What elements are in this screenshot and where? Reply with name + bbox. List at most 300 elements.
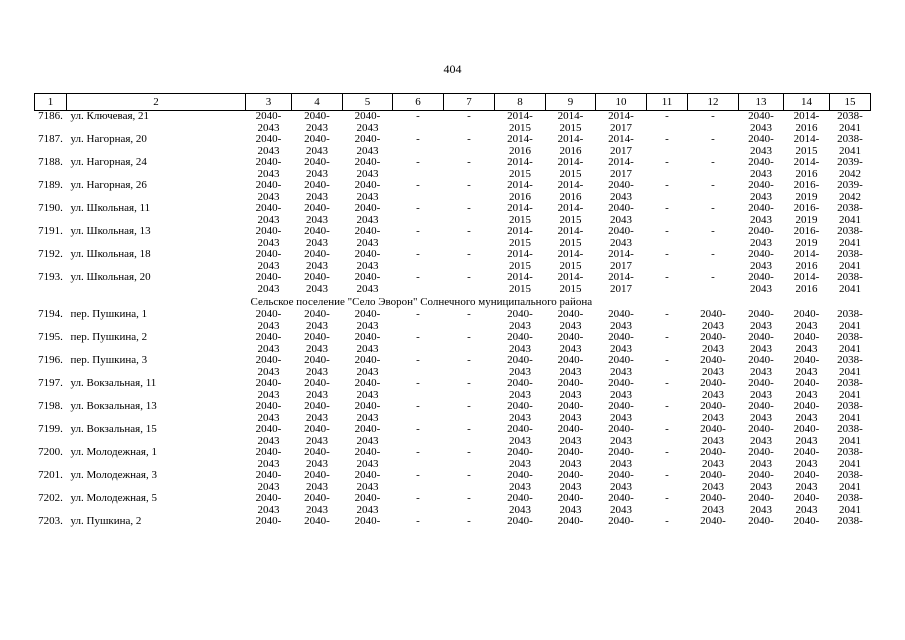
period-cell: - — [416, 225, 420, 237]
table-row — [35, 447, 871, 470]
column-header: 11 — [647, 94, 688, 111]
table-row — [35, 249, 871, 272]
period-cell: 2040- 2043 — [748, 248, 774, 272]
period-cell: 2040- 2043 — [255, 423, 282, 447]
period-cell: 2040- 2043 — [354, 133, 381, 157]
period-cell: 2040- 2043 — [304, 248, 330, 272]
row-number: 7200. — [38, 446, 63, 458]
period-cell: 2014- 2017 — [608, 133, 634, 157]
period-cell: 2040- 2043 — [700, 377, 726, 401]
period-cell: 2040- 2043 — [304, 110, 330, 134]
period-cell: 2014- 2017 — [608, 156, 634, 180]
period-cell: 2040- 2043 — [557, 446, 584, 470]
period-cell: 2040- 2043 — [255, 248, 282, 272]
row-number: 7201. — [38, 469, 63, 481]
period-cell: 2040- 2043 — [748, 202, 774, 226]
period-cell: 2040- 2043 — [608, 308, 634, 332]
period-cell: 2040- 2043 — [748, 156, 774, 180]
period-cell: 2040- 2043 — [354, 469, 381, 493]
period-cell: 2040- 2043 — [748, 377, 774, 401]
period-cell: 2038- 2041 — [837, 377, 863, 401]
period-cell: 2040- 2043 — [507, 446, 533, 470]
table-row — [35, 157, 871, 180]
period-cell: 2014- 2015 — [507, 202, 533, 226]
period-cell: 2040- 2043 — [748, 179, 774, 203]
period-cell: 2038- — [837, 515, 863, 527]
row-number: 7197. — [38, 377, 63, 389]
period-cell: 2038- 2041 — [837, 225, 863, 249]
row-number: 7198. — [38, 400, 63, 412]
period-cell: - — [665, 110, 669, 122]
period-cell: - — [665, 225, 669, 237]
period-cell: 2040- 2043 — [793, 446, 820, 470]
period-cell: - — [416, 202, 420, 214]
table-row — [35, 424, 871, 447]
period-cell: 2040- 2043 — [793, 492, 820, 516]
period-cell: 2040- 2043 — [304, 377, 330, 401]
row-number: 7190. — [38, 202, 63, 214]
period-cell: 2040- 2043 — [793, 469, 820, 493]
column-header: 7 — [444, 94, 495, 111]
period-cell: 2040- 2043 — [304, 133, 330, 157]
period-cell: - — [665, 400, 669, 412]
period-cell: 2040- 2043 — [304, 308, 330, 332]
period-cell: 2040- 2043 — [304, 179, 330, 203]
section-title: Сельское поселение "Село Эворон" Солнечного муниципального района — [250, 296, 593, 308]
address-cell: ул. Школьная, 20 — [70, 271, 151, 283]
period-cell: 2014- 2015 — [507, 248, 533, 272]
period-cell: 2040- 2043 — [255, 446, 282, 470]
table-row — [35, 401, 871, 424]
column-header: 3 — [246, 94, 292, 111]
period-cell: 2040- 2043 — [748, 446, 774, 470]
period-cell: 2040- 2043 — [793, 331, 820, 355]
period-cell: - — [665, 156, 669, 168]
period-cell: - — [416, 156, 420, 168]
period-cell: 2040- 2043 — [354, 156, 381, 180]
period-cell: 2040- 2043 — [700, 469, 726, 493]
period-cell: 2040- 2043 — [354, 308, 381, 332]
row-number: 7186. — [38, 110, 63, 122]
table-row — [35, 332, 871, 355]
period-cell: - — [467, 446, 471, 458]
period-cell: - — [665, 492, 669, 504]
period-cell: 2040- 2043 — [255, 202, 282, 226]
period-cell: 2040- 2043 — [255, 156, 282, 180]
table-row — [35, 355, 871, 378]
period-cell: 2014- 2017 — [608, 110, 634, 134]
column-header: 15 — [830, 94, 871, 111]
period-cell: - — [467, 400, 471, 412]
address-cell: ул. Вокзальная, 11 — [70, 377, 157, 389]
address-cell: ул. Вокзальная, 13 — [70, 400, 157, 412]
column-header: 9 — [546, 94, 596, 111]
period-cell: 2014- 2016 — [507, 179, 533, 203]
period-cell: 2014- 2017 — [608, 248, 634, 272]
period-cell: 2040- 2043 — [748, 133, 774, 157]
period-cell: - — [467, 156, 471, 168]
period-cell: 2040- 2043 — [507, 469, 533, 493]
period-cell: 2040- 2043 — [748, 225, 774, 249]
row-number: 7194. — [38, 308, 63, 320]
period-cell: 2040- 2043 — [557, 354, 584, 378]
period-cell: 2040- 2043 — [354, 271, 381, 295]
period-cell: 2014- 2017 — [608, 271, 634, 295]
period-cell: 2040- 2043 — [304, 202, 330, 226]
period-cell: - — [416, 271, 420, 283]
period-cell: - — [416, 308, 420, 320]
period-cell: 2014- 2015 — [507, 110, 533, 134]
period-cell: 2038- 2041 — [837, 331, 863, 355]
period-cell: 2040- 2043 — [255, 400, 282, 424]
period-cell: 2040- 2043 — [700, 446, 726, 470]
page-number: 404 — [443, 62, 462, 76]
period-cell: 2040- 2043 — [304, 354, 330, 378]
address-cell: ул. Молодежная, 5 — [70, 492, 157, 504]
period-cell: - — [665, 446, 669, 458]
period-cell: 2040- 2043 — [608, 331, 634, 355]
period-cell: 2040- 2043 — [608, 423, 634, 447]
period-cell: 2040- 2043 — [354, 225, 381, 249]
column-header: 5 — [343, 94, 393, 111]
period-cell: 2040- 2043 — [304, 331, 330, 355]
period-cell: 2040- 2043 — [507, 354, 533, 378]
period-cell: 2040- 2043 — [557, 308, 584, 332]
period-cell: 2040- 2043 — [557, 469, 584, 493]
period-cell: 2040- 2043 — [793, 308, 820, 332]
period-cell: 2040- 2043 — [354, 492, 381, 516]
period-cell: 2040- 2043 — [557, 331, 584, 355]
period-cell: 2040- 2043 — [304, 400, 330, 424]
period-cell: - — [467, 202, 471, 214]
period-cell: 2040- 2043 — [304, 446, 330, 470]
period-cell: 2040- 2043 — [304, 225, 330, 249]
period-cell: - — [711, 202, 715, 214]
period-cell: 2014- 2015 — [507, 156, 533, 180]
period-cell: 2040- — [608, 515, 634, 527]
period-cell: 2040- 2043 — [354, 423, 381, 447]
period-cell: 2040- 2043 — [354, 202, 381, 226]
table-row — [35, 111, 871, 135]
table-row — [35, 272, 871, 295]
period-cell: 2014- 2016 — [793, 110, 820, 134]
period-cell: 2038- 2041 — [837, 271, 863, 295]
period-cell: 2040- 2043 — [700, 308, 726, 332]
period-cell: - — [467, 354, 471, 366]
period-cell: 2040- 2043 — [748, 492, 774, 516]
row-number: 7187. — [38, 133, 63, 145]
address-cell: пер. Пушкина, 3 — [70, 354, 148, 366]
period-cell: 2014- 2015 — [557, 271, 584, 295]
address-cell: пер. Пушкина, 2 — [70, 331, 148, 343]
period-cell: - — [665, 133, 669, 145]
period-cell: 2040- 2043 — [557, 423, 584, 447]
period-cell: 2040- 2043 — [748, 354, 774, 378]
schedule-table — [34, 93, 871, 529]
column-header: 2 — [67, 94, 246, 111]
period-cell: 2040- 2043 — [557, 400, 584, 424]
period-cell: 2040- 2043 — [748, 331, 774, 355]
period-cell: - — [665, 248, 669, 260]
period-cell: 2038- 2041 — [837, 133, 863, 157]
period-cell: 2014- 2016 — [557, 133, 584, 157]
period-cell: 2040- 2043 — [793, 354, 820, 378]
period-cell: 2040- 2043 — [793, 423, 820, 447]
period-cell: 2040- 2043 — [304, 156, 330, 180]
column-header: 10 — [596, 94, 647, 111]
period-cell: 2040- 2043 — [304, 469, 330, 493]
period-cell: - — [711, 225, 715, 237]
section-body — [35, 295, 871, 309]
period-cell: 2038- 2041 — [837, 202, 863, 226]
period-cell: - — [665, 377, 669, 389]
period-cell: - — [665, 308, 669, 320]
table-row — [35, 470, 871, 493]
period-cell: 2039- 2042 — [837, 179, 863, 203]
table-row — [35, 516, 871, 529]
address-cell: ул. Нагорная, 26 — [70, 179, 147, 191]
period-cell: - — [467, 308, 471, 320]
period-cell: 2040- 2043 — [700, 354, 726, 378]
period-cell: - — [416, 179, 420, 191]
period-cell: - — [416, 469, 420, 481]
period-cell: 2040- 2043 — [700, 400, 726, 424]
row-number: 7195. — [38, 331, 63, 343]
period-cell: 2040- 2043 — [354, 248, 381, 272]
table-row — [35, 309, 871, 332]
period-cell: - — [711, 133, 715, 145]
period-cell: - — [467, 331, 471, 343]
period-cell: - — [711, 110, 715, 122]
period-cell: 2040- 2043 — [354, 110, 381, 134]
period-cell: 2014- 2015 — [557, 248, 584, 272]
period-cell: 2040- 2043 — [793, 377, 820, 401]
period-cell: 2040- 2043 — [304, 492, 330, 516]
period-cell: 2038- 2041 — [837, 423, 863, 447]
period-cell: 2040- 2043 — [255, 354, 282, 378]
period-cell: 2040- 2043 — [507, 423, 533, 447]
period-cell: - — [711, 248, 715, 260]
section-row — [35, 295, 871, 309]
period-cell: - — [467, 248, 471, 260]
period-cell: 2014- 2015 — [507, 271, 533, 295]
period-cell: 2040- 2043 — [255, 133, 282, 157]
period-cell: - — [416, 423, 420, 435]
period-cell: - — [467, 469, 471, 481]
address-cell: ул. Молодежная, 1 — [70, 446, 157, 458]
period-cell: 2038- 2041 — [837, 400, 863, 424]
period-cell: - — [711, 179, 715, 191]
period-cell: - — [416, 331, 420, 343]
header-row — [35, 94, 871, 111]
period-cell: - — [416, 492, 420, 504]
period-cell: 2014- 2015 — [557, 225, 584, 249]
period-cell: - — [416, 133, 420, 145]
period-cell: 2040- 2043 — [748, 400, 774, 424]
period-cell: 2040- 2043 — [748, 423, 774, 447]
row-number: 7188. — [38, 156, 63, 168]
period-cell: - — [467, 492, 471, 504]
column-header: 6 — [393, 94, 444, 111]
address-cell: ул. Нагорная, 24 — [70, 156, 147, 168]
period-cell: 2040- 2043 — [608, 179, 634, 203]
period-cell: 2040- 2043 — [354, 179, 381, 203]
table-row — [35, 493, 871, 516]
period-cell: 2014- 2015 — [557, 156, 584, 180]
period-cell: 2040- 2043 — [255, 110, 282, 134]
row-number: 7202. — [38, 492, 63, 504]
period-cell: 2040- 2043 — [748, 271, 774, 295]
period-cell: 2014- 2015 — [557, 202, 584, 226]
column-header: 1 — [35, 94, 67, 111]
address-cell: ул. Школьная, 11 — [70, 202, 151, 214]
period-cell: - — [416, 446, 420, 458]
period-cell: - — [467, 271, 471, 283]
column-header: 4 — [292, 94, 343, 111]
period-cell: 2040- 2043 — [608, 400, 634, 424]
table-body-b — [35, 309, 871, 529]
period-cell: 2040- 2043 — [608, 492, 634, 516]
column-header: 13 — [739, 94, 784, 111]
period-cell: 2040- 2043 — [608, 354, 634, 378]
period-cell: 2040- 2043 — [255, 469, 282, 493]
period-cell: 2040- 2043 — [507, 492, 533, 516]
row-number: 7191. — [38, 225, 63, 237]
period-cell: 2014- 2015 — [793, 133, 820, 157]
period-cell: 2040- — [255, 515, 282, 527]
row-number: 7199. — [38, 423, 63, 435]
period-cell: 2014- 2016 — [793, 156, 820, 180]
period-cell: 2040- 2043 — [304, 423, 330, 447]
address-cell: ул. Школьная, 13 — [70, 225, 151, 237]
period-cell: 2038- 2041 — [837, 469, 863, 493]
period-cell: 2014- 2015 — [557, 110, 584, 134]
period-cell: 2040- 2043 — [557, 377, 584, 401]
address-cell: пер. Пушкина, 1 — [70, 308, 148, 320]
column-header: 8 — [495, 94, 546, 111]
period-cell: - — [467, 133, 471, 145]
period-cell: 2016- 2019 — [793, 202, 820, 226]
period-cell: 2040- 2043 — [255, 308, 282, 332]
address-cell: ул. Ключевая, 21 — [70, 110, 150, 122]
period-cell: 2040- 2043 — [304, 271, 330, 295]
period-cell: 2040- 2043 — [507, 377, 533, 401]
period-cell: - — [711, 156, 715, 168]
period-cell: 2016- 2019 — [793, 225, 820, 249]
period-cell: 2040- 2043 — [700, 331, 726, 355]
period-cell: 2016- 2019 — [793, 179, 820, 203]
period-cell: - — [416, 248, 420, 260]
row-number: 7196. — [38, 354, 63, 366]
address-cell: ул. Нагорная, 20 — [70, 133, 147, 145]
table-row — [35, 378, 871, 401]
period-cell: - — [665, 469, 669, 481]
period-cell: - — [467, 225, 471, 237]
period-cell: 2040- 2043 — [354, 354, 381, 378]
period-cell: 2040- 2043 — [608, 469, 634, 493]
address-cell: ул. Школьная, 18 — [70, 248, 151, 260]
period-cell: 2038- 2041 — [837, 446, 863, 470]
period-cell: - — [665, 202, 669, 214]
period-cell: 2040- 2043 — [608, 225, 634, 249]
period-cell: 2040- 2043 — [507, 331, 533, 355]
period-cell: 2038- 2041 — [837, 354, 863, 378]
period-cell: - — [665, 271, 669, 283]
period-cell: 2040- 2043 — [255, 492, 282, 516]
period-cell: 2040- 2043 — [748, 110, 774, 134]
period-cell: - — [467, 423, 471, 435]
table-row — [35, 203, 871, 226]
period-cell: 2040- 2043 — [748, 469, 774, 493]
period-cell: 2040- 2043 — [748, 308, 774, 332]
period-cell: 2040- — [793, 515, 820, 527]
period-cell: 2040- — [507, 515, 533, 527]
address-cell: ул. Вокзальная, 15 — [70, 423, 157, 435]
period-cell: - — [467, 377, 471, 389]
period-cell: 2040- 2043 — [255, 271, 282, 295]
period-cell: 2040- 2043 — [354, 400, 381, 424]
table-row — [35, 134, 871, 157]
period-cell: 2040- 2043 — [255, 179, 282, 203]
period-cell: - — [665, 354, 669, 366]
period-cell: 2040- 2043 — [608, 202, 634, 226]
period-cell: 2040- 2043 — [354, 446, 381, 470]
period-cell: 2040- 2043 — [354, 377, 381, 401]
period-cell: - — [416, 515, 420, 527]
period-cell: 2040- 2043 — [700, 492, 726, 516]
address-cell: ул. Пушкина, 2 — [70, 515, 142, 527]
period-cell: 2040- — [700, 515, 726, 527]
period-cell: 2014- 2015 — [507, 225, 533, 249]
period-cell: 2038- 2041 — [837, 308, 863, 332]
period-cell: 2040- 2043 — [354, 331, 381, 355]
period-cell: 2014- 2016 — [793, 271, 820, 295]
period-cell: - — [467, 110, 471, 122]
row-number: 7203. — [38, 515, 63, 527]
period-cell: 2040- 2043 — [507, 308, 533, 332]
period-cell: 2038- 2041 — [837, 110, 863, 134]
period-cell: 2014- 2016 — [507, 133, 533, 157]
period-cell: 2040- 2043 — [700, 423, 726, 447]
period-cell: - — [416, 400, 420, 412]
period-cell: 2014- 2016 — [557, 179, 584, 203]
period-cell: 2038- 2041 — [837, 248, 863, 272]
row-number: 7189. — [38, 179, 63, 191]
period-cell: - — [416, 377, 420, 389]
period-cell: 2040- — [557, 515, 584, 527]
column-header: 12 — [688, 94, 739, 111]
period-cell: 2040- 2043 — [608, 446, 634, 470]
period-cell: - — [665, 423, 669, 435]
period-cell: - — [665, 179, 669, 191]
period-cell: 2040- — [354, 515, 381, 527]
column-header: 14 — [784, 94, 830, 111]
period-cell: - — [467, 179, 471, 191]
period-cell: 2039- 2042 — [837, 156, 863, 180]
period-cell: - — [467, 515, 471, 527]
period-cell: 2040- 2043 — [507, 400, 533, 424]
period-cell: 2040- — [748, 515, 774, 527]
period-cell: 2040- 2043 — [255, 331, 282, 355]
period-cell: 2014- 2016 — [793, 248, 820, 272]
period-cell: - — [665, 515, 669, 527]
table-row — [35, 180, 871, 203]
period-cell: 2040- 2043 — [793, 400, 820, 424]
period-cell: 2040- 2043 — [557, 492, 584, 516]
period-cell: 2040- 2043 — [255, 225, 282, 249]
period-cell: - — [665, 331, 669, 343]
period-cell: 2040- — [304, 515, 330, 527]
